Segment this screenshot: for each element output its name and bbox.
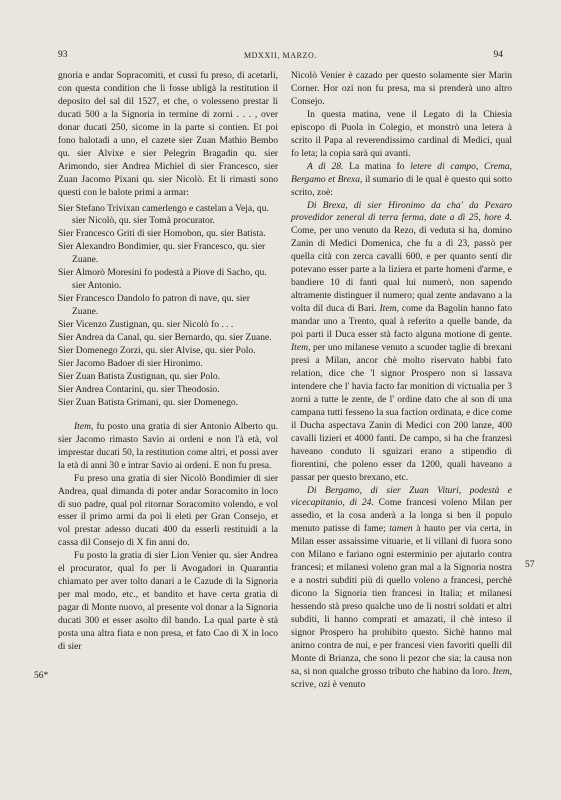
paragraph-text: à hauto per via certa, in Milan esser assaissime vituarie, et li villani di fuora sono con Milano e fariano ogni esterminio per ajutarlo contra francesi; et milanesi voleno gran mal a la Signoria nostra e a nostri subditi più di quello voleno a francesi, perchè dicono la Signoria tien francesi in Italia; et milanesi hessendo stà preso qualche uno de li nostri soldati et altri subditi, li hanno comprati et amazati, il chè inteso il signor Prospero ha prohibito questo. Sichè hanno mal animo contra de nui, e per francesi vien favoriti quelli dil Monte di Brianza, che sono li pezor che sia; la causa non sa, si non qualche grosso tributo che habino da loro. [291,523,512,677]
paragraph-text: scrive, ozi è venuto [291,678,366,690]
left-page-number: 93 [58,50,68,60]
paragraph [291,200,512,485]
item-marker: Item, [379,303,399,315]
paragraph-text: per uno milanese venuto a scuoder taglie di brexani presi a Milan, ancor chè molto riservato habbi fato relation, dice che 'l signor Prospero non si lassava intendere che l' havia facto far monition di victualia per 3 zorni a tutte le zente, de l' ordine dato che al son di una campana tutti fesseno la sua faction ordinata, e dice come il Ducha aspectava Zanin di Medici con 200 lanze, 400 cavalli lizieri et 4000 fanti. De campo, si ha che franzesi haveano conduto li sguizari erano a stipendio di fiorentini, che poleno esser da 1200, quali haveano a passar per questo brexano, etc. [291,342,512,483]
paragraph-text: come da Bagolin hanno fato mandar uno a Trento, qual à referito a quelle bande, da poi parti il Duca esser stà facto alguna motione di gente. [291,303,512,341]
letter-heading: Di Bergamo, di sier Zuan Vituri, podestà e vicecapitanio, di 24. [291,484,512,509]
date-marker: A dì 28. [307,160,344,172]
paragraph-text: Come francesi voleno Milan per assedio, et la cosa anderà a la longa si ben il populo menuto patisse di fame; [291,497,512,535]
list-item: Sier Francesco Griti di sier Homobon, qu. sier Batista. [58,228,266,240]
paragraph: Nicolò Venier è cazado per questo solamente sier Marin Corner. Hor ozi non fu presa, ma si prenderà uno altro Consejo. [291,70,512,107]
letters-heading: letere di campo, Crema, Bergamo et Brexa, [291,160,512,185]
galley-list [58,203,278,410]
left-column [58,70,278,654]
list-item: Sier Almorò Moresini fo podestà a Piove di Sacho, qu. sier Antonio. [58,267,267,292]
running-header [0,50,561,66]
paragraph: Fu preso una gratia di sier Nicolò Bondimier di sier Andrea, qual dimanda di poter andar Soracomito in loco di suo padre, qual pol ritornar Soracomito volendo, e vol esser il primo armi da poi li eleti per Gran Consejo, et vol prestar adesso ducati 400 da esserli restituidi a la cassa dil Consejo di X fin anni do. [58,472,278,549]
paragraph-text: Come, per uno venuto da Rezo, di veduta si ha, domino Zanin di Medici Domenica, che fu a dì 23, passò per quella cità con zerca cavalli 600, e per quanto senti dir potevano esser parte a la liziera et parte homeni d'arme, e bandiere 10 di fanti qual lui numerò, non sapendo altramente distinguer il numero; qual zente andavano a la volta dil duca di Bari. [291,225,512,315]
paragraph: Fu posto la gratia di sier Lion Venier qu. sier Andrea el procurator, qual fo per li Avogadori in Quarantia chiamato per aver tolto danari a le Cazude di la Signoria per mal modo, etc., et bandito et have certa gratia di pagar di Monte nuovo, al presente vol donar a la Signoria ducati 300 et esser asolto dil bando. La qual parte è stà posta una altra fiata e non presa, et fato Cao di X in loco di sier [58,550,278,652]
paragraph [291,161,512,200]
list-item: Sier Andrea Contarini, qu. sier Theodosio. [58,383,220,395]
item-marker: Item, [492,665,512,677]
paragraph-text: fu posto una gratia di sier Antonio Alberto qu. sier Jacomo rimasto Savio ai ordeni e non l'à età, vol imprestar ducati 50, la restitution come altri, et possi aver la età di anni 30 e intrar Savio ai ordeni. E non fu presa. [58,420,278,471]
list-item: Sier Stefano Trivixan camerlengo e castelan a Veja, qu. sier Nicolò, qu. sier Tomà procurator. [58,202,269,227]
list-item: Sier Zuan Batista Zustignan, qu. sier Polo. [58,370,221,382]
item-marker: Item, [74,420,94,432]
list-item: Sier Andrea da Canal, qu. sier Bernardo, qu. sier Zuane. [58,332,272,344]
paragraph [58,421,278,473]
running-title: MDXXII, MARZO. [243,51,318,60]
right-page-number: 94 [493,50,503,60]
list-item: Sier Vicenzo Zustignan, qu. sier Nicolò fo . . . [58,319,234,331]
list-item: Sier Domenego Zorzi, qu. sier Alvise, qu. sier Polo. [58,345,256,357]
list-item: Sier Zuan Batista Grimani, qu. sier Domenego. [58,396,239,408]
right-column [291,70,512,692]
paragraph: gnoria e andar Sopracomiti, et cussi fu preso, di acetarli, con questa condition che li fosse ubligà la restitution il deposito del sal dil 1527, et che, o volesseno prestar li ducati 500 a la Signoria in termine di zorni . . . , over donar ducati 250, sicome in la parte si contien. Et poi fono balotadi a uno, el cazete sier Zuan Mathio Bembo qu. sier Alvixe e sier Pelegrin Bragadin qu. sier Arimondo, sier Andrea Michiel di sier Francesco, sier Zuan Jacomo Pixani qu. sier Nicolò. Et li rimasti sono questi con le balote primi a armar: [58,70,278,198]
right-margin-note: 57 [525,560,535,570]
list-item: Sier Jacomo Badoer di sier Hironimo. [58,357,203,369]
paragraph-text: il sumario di le qual è questo qui sotto scrito, zoè: [291,173,512,198]
letter-heading: Di Brexa, di sier Hironimo da cha' da Pexaro provedidor zeneral di terra ferma, date a dì 25, hore 4. [291,199,512,224]
list-item: Sier Alexandro Bondimier, qu. sier Francesco, qu. sier Zuane. [58,241,266,266]
paragraph [291,485,512,692]
left-margin-note: 56* [34,671,49,681]
paragraph: In questa matina, vene il Legato di la Chiesia episcopo di Puola in Colegio, et monstrò una letera à scrito il Papa al reverendissimo cardinal di Medici, qual fo leta; la copia sarà qui avanti. [291,108,512,159]
item-marker: Item, [291,342,311,354]
list-item: Sier Francesco Dandolo fo patron di nave, qu. sier Zuane. [58,293,250,318]
paragraph-text: La matina fo [343,160,411,172]
tamen-word: tamen [389,523,413,535]
